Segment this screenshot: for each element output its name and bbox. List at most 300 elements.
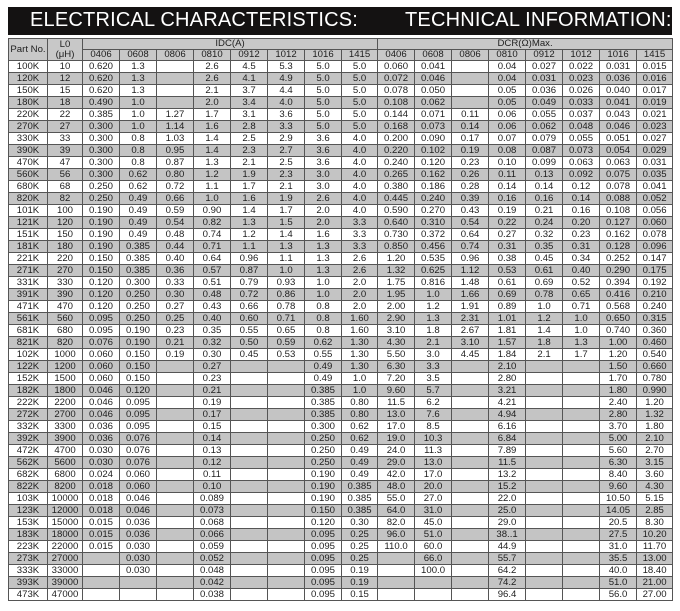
idc-cell-1012: 0.59 xyxy=(268,337,305,349)
table-row xyxy=(9,229,673,241)
idc-cell-0806 xyxy=(157,481,194,493)
inductance-cell: 22000 xyxy=(48,541,83,553)
idc-cell-0912: 1.3 xyxy=(231,217,268,229)
part-no-cell: 182K xyxy=(9,385,48,397)
dcr-cell-0406: 29.0 xyxy=(378,457,415,469)
idc-cell-1415: 2.0 xyxy=(342,289,378,301)
dcr-cell-0912: 0.031 xyxy=(526,73,563,85)
inductance-cell: 33000 xyxy=(48,565,83,577)
dcr-cell-0806 xyxy=(452,553,489,565)
inductance-cell: 12 xyxy=(48,73,83,85)
dcr-size-header-1415: 1415 xyxy=(637,50,673,61)
idc-cell-0608: 0.49 xyxy=(120,193,157,205)
dcr-cell-0608: 0.071 xyxy=(415,109,452,121)
idc-cell-0810: 0.042 xyxy=(194,577,231,589)
idc-cell-1415: 0.49 xyxy=(342,457,378,469)
dcr-cell-0608: 0.050 xyxy=(415,85,452,97)
inductance-cell: 6800 xyxy=(48,469,83,481)
dcr-cell-1012 xyxy=(563,505,600,517)
idc-cell-0806: 0.72 xyxy=(157,181,194,193)
dcr-cell-0806 xyxy=(452,385,489,397)
table-row xyxy=(9,529,673,541)
idc-cell-1415: 4.0 xyxy=(342,157,378,169)
inductance-cell: 5600 xyxy=(48,457,83,469)
inductance-cell: 47 xyxy=(48,157,83,169)
dcr-cell-1016: 0.040 xyxy=(600,85,637,97)
idc-cell-0406: 0.046 xyxy=(83,397,120,409)
dcr-cell-1016: 0.063 xyxy=(600,157,637,169)
dcr-cell-0406: 96.0 xyxy=(378,529,415,541)
idc-cell-1016: 0.095 xyxy=(305,577,342,589)
idc-cell-0810: 2.0 xyxy=(194,97,231,109)
inductance-cell: 82 xyxy=(48,193,83,205)
dcr-size-header-0912: 0912 xyxy=(526,50,563,61)
idc-cell-1016: 0.49 xyxy=(305,373,342,385)
dcr-cell-0912 xyxy=(526,385,563,397)
dcr-cell-0608: 0.535 xyxy=(415,253,452,265)
dcr-cell-0912: 2.1 xyxy=(526,349,563,361)
table-row xyxy=(9,385,673,397)
idc-cell-0810: 0.51 xyxy=(194,277,231,289)
idc-cell-0608: 0.150 xyxy=(120,373,157,385)
dcr-cell-0810: 0.06 xyxy=(489,121,526,133)
dcr-cell-1016: 0.036 xyxy=(600,73,637,85)
idc-cell-1415: 0.62 xyxy=(342,421,378,433)
dcr-cell-1415: 0.035 xyxy=(637,169,673,181)
idc-cell-0608: 0.49 xyxy=(120,229,157,241)
idc-cell-0406: 0.095 xyxy=(83,313,120,325)
inductance-cell: 15 xyxy=(48,85,83,97)
dcr-cell-0608: 0.062 xyxy=(415,97,452,109)
idc-cell-0806 xyxy=(157,493,194,505)
inductance-cell: 1200 xyxy=(48,361,83,373)
dcr-cell-0912 xyxy=(526,433,563,445)
idc-cell-0406: 0.250 xyxy=(83,181,120,193)
idc-cell-0810: 0.35 xyxy=(194,325,231,337)
idc-cell-0406: 0.015 xyxy=(83,517,120,529)
idc-cell-0810: 2.6 xyxy=(194,61,231,73)
idc-cell-1016: 5.0 xyxy=(305,73,342,85)
dcr-cell-1012: 0.073 xyxy=(563,145,600,157)
idc-cell-0406: 0.190 xyxy=(83,229,120,241)
dcr-cell-0912: 0.13 xyxy=(526,169,563,181)
table-row xyxy=(9,541,673,553)
idc-cell-0912: 3.1 xyxy=(231,109,268,121)
idc-cell-1016: 0.8 xyxy=(305,301,342,313)
part-no-cell: 391K xyxy=(9,289,48,301)
dcr-cell-0806 xyxy=(452,85,489,97)
idc-cell-0608: 0.076 xyxy=(120,457,157,469)
idc-cell-1012: 0.78 xyxy=(268,301,305,313)
idc-cell-1012 xyxy=(268,529,305,541)
idc-cell-0912 xyxy=(231,469,268,481)
dcr-cell-0608 xyxy=(415,589,452,601)
idc-cell-0608: 0.030 xyxy=(120,553,157,565)
part-no-cell: 820K xyxy=(9,193,48,205)
dcr-cell-0406 xyxy=(378,553,415,565)
dcr-cell-0912: 0.055 xyxy=(526,109,563,121)
dcr-cell-0406: 6.30 xyxy=(378,361,415,373)
dcr-cell-0912 xyxy=(526,529,563,541)
table-row xyxy=(9,85,673,97)
idc-cell-1415: 3.3 xyxy=(342,229,378,241)
table-row xyxy=(9,373,673,385)
dcr-size-header-1012: 1012 xyxy=(563,50,600,61)
part-no-cell: 102K xyxy=(9,349,48,361)
dcr-cell-0810: 0.14 xyxy=(489,181,526,193)
idc-cell-0810: 1.7 xyxy=(194,109,231,121)
dcr-cell-0810: 4.21 xyxy=(489,397,526,409)
idc-cell-0806: 0.59 xyxy=(157,205,194,217)
dcr-cell-1016: 20.5 xyxy=(600,517,637,529)
dcr-cell-0806: 2.67 xyxy=(452,325,489,337)
idc-cell-1012: 4.0 xyxy=(268,97,305,109)
table-row xyxy=(9,73,673,85)
table-row xyxy=(9,277,673,289)
idc-cell-0912 xyxy=(231,565,268,577)
dcr-cell-0806: 0.39 xyxy=(452,193,489,205)
idc-cell-1016: 5.0 xyxy=(305,97,342,109)
idc-group-header: IDC(A) xyxy=(83,39,378,50)
dcr-cell-0806: 0.96 xyxy=(452,253,489,265)
dcr-cell-0912 xyxy=(526,541,563,553)
idc-cell-1012 xyxy=(268,385,305,397)
dcr-cell-1012: 0.037 xyxy=(563,109,600,121)
idc-cell-1415: 2.6 xyxy=(342,265,378,277)
idc-cell-0406: 0.250 xyxy=(83,193,120,205)
dcr-cell-1012 xyxy=(563,517,600,529)
part-no-cell: 121K xyxy=(9,217,48,229)
dcr-cell-0810: 3.21 xyxy=(489,385,526,397)
dcr-cell-0810: 0.06 xyxy=(489,109,526,121)
idc-cell-1415: 5.0 xyxy=(342,73,378,85)
dcr-cell-0608: 1.0 xyxy=(415,289,452,301)
dcr-cell-0810: 0.19 xyxy=(489,205,526,217)
table-row xyxy=(9,289,673,301)
dcr-cell-0406: 0.200 xyxy=(378,133,415,145)
part-no-cell: 390K xyxy=(9,145,48,157)
idc-cell-0912: 0.45 xyxy=(231,349,268,361)
idc-cell-1012 xyxy=(268,565,305,577)
dcr-cell-1012 xyxy=(563,457,600,469)
idc-cell-0806: 0.23 xyxy=(157,325,194,337)
inductance-cell: 2200 xyxy=(48,397,83,409)
idc-cell-0608: 0.095 xyxy=(120,409,157,421)
idc-cell-1415: 0.25 xyxy=(342,541,378,553)
dcr-cell-0912 xyxy=(526,361,563,373)
table-row xyxy=(9,97,673,109)
dcr-cell-1016: 0.046 xyxy=(600,121,637,133)
idc-cell-1016: 3.0 xyxy=(305,181,342,193)
table-row xyxy=(9,493,673,505)
table-row xyxy=(9,121,673,133)
idc-cell-1016: 0.095 xyxy=(305,589,342,601)
dcr-cell-1415: 0.031 xyxy=(637,157,673,169)
idc-cell-1415: 0.385 xyxy=(342,505,378,517)
dcr-cell-1012: 0.048 xyxy=(563,121,600,133)
part-no-cell: 393K xyxy=(9,577,48,589)
idc-cell-0806 xyxy=(157,469,194,481)
dcr-cell-1016: 56.0 xyxy=(600,589,637,601)
dcr-cell-0810: 44.9 xyxy=(489,541,526,553)
table-row xyxy=(9,421,673,433)
idc-cell-1012: 1.9 xyxy=(268,193,305,205)
dcr-cell-1012 xyxy=(563,421,600,433)
dcr-cell-1012: 0.40 xyxy=(563,265,600,277)
dcr-cell-0608: 5.7 xyxy=(415,385,452,397)
idc-cell-0912 xyxy=(231,445,268,457)
idc-cell-0806 xyxy=(157,85,194,97)
dcr-cell-0912: 1.0 xyxy=(526,301,563,313)
idc-cell-1012: 2.3 xyxy=(268,169,305,181)
dcr-cell-1415: 1.80 xyxy=(637,421,673,433)
dcr-cell-0608: 0.456 xyxy=(415,241,452,253)
dcr-cell-0806 xyxy=(452,493,489,505)
dcr-cell-0608: 1.2 xyxy=(415,301,452,313)
idc-cell-1415: 2.6 xyxy=(342,253,378,265)
idc-cell-0810: 0.27 xyxy=(194,361,231,373)
title-bar xyxy=(8,7,672,35)
idc-cell-1016: 0.150 xyxy=(305,505,342,517)
idc-cell-1016: 0.190 xyxy=(305,469,342,481)
inductance-cell: 18000 xyxy=(48,529,83,541)
dcr-cell-1415: 2.10 xyxy=(637,433,673,445)
idc-cell-0912: 4.1 xyxy=(231,73,268,85)
idc-cell-0810: 0.74 xyxy=(194,229,231,241)
inductance-cell: 27000 xyxy=(48,553,83,565)
idc-cell-0912 xyxy=(231,421,268,433)
dcr-cell-0806 xyxy=(452,97,489,109)
dcr-cell-0912 xyxy=(526,457,563,469)
dcr-cell-1016: 0.088 xyxy=(600,193,637,205)
idc-size-header-0608: 0608 xyxy=(120,50,157,61)
dcr-cell-0806: 1.12 xyxy=(452,265,489,277)
idc-cell-1415: 0.49 xyxy=(342,469,378,481)
idc-cell-0810: 0.059 xyxy=(194,541,231,553)
dcr-cell-0608: 8.5 xyxy=(415,421,452,433)
idc-cell-0810: 0.11 xyxy=(194,469,231,481)
idc-cell-1415: 0.19 xyxy=(342,577,378,589)
dcr-cell-0806: 4.45 xyxy=(452,349,489,361)
dcr-cell-0806 xyxy=(452,565,489,577)
idc-cell-0810: 0.066 xyxy=(194,529,231,541)
idc-cell-0806: 0.54 xyxy=(157,217,194,229)
dcr-cell-0406: 0.445 xyxy=(378,193,415,205)
idc-cell-0806 xyxy=(157,73,194,85)
dcr-cell-0406: 1.75 xyxy=(378,277,415,289)
dcr-cell-0810: 0.05 xyxy=(489,85,526,97)
dcr-cell-1016: 0.128 xyxy=(600,241,637,253)
idc-cell-0806 xyxy=(157,409,194,421)
idc-cell-0608: 0.076 xyxy=(120,445,157,457)
dcr-cell-0806 xyxy=(452,445,489,457)
part-no-cell: 270K xyxy=(9,121,48,133)
idc-cell-1016: 3.6 xyxy=(305,145,342,157)
idc-cell-1016: 2.0 xyxy=(305,205,342,217)
dcr-cell-0608: 3.0 xyxy=(415,349,452,361)
idc-cell-1016: 0.385 xyxy=(305,385,342,397)
idc-cell-0608: 0.385 xyxy=(120,241,157,253)
idc-cell-1415: 5.0 xyxy=(342,97,378,109)
dcr-cell-0406: 1.20 xyxy=(378,253,415,265)
part-no-cell: 562K xyxy=(9,457,48,469)
dcr-cell-0608: 60.0 xyxy=(415,541,452,553)
inductance-cell: 15000 xyxy=(48,517,83,529)
idc-cell-0912 xyxy=(231,505,268,517)
idc-cell-1012: 2.5 xyxy=(268,157,305,169)
idc-cell-0912 xyxy=(231,481,268,493)
dcr-cell-0806 xyxy=(452,397,489,409)
idc-cell-1016: 1.3 xyxy=(305,253,342,265)
dcr-cell-0810: 1.57 xyxy=(489,337,526,349)
dcr-cell-0806 xyxy=(452,541,489,553)
dcr-cell-1415: 0.017 xyxy=(637,85,673,97)
idc-cell-0912: 0.79 xyxy=(231,277,268,289)
dcr-cell-0912 xyxy=(526,517,563,529)
part-no-cell: 473K xyxy=(9,589,48,601)
inductance-cell: 390 xyxy=(48,289,83,301)
idc-cell-0608: 1.3 xyxy=(120,61,157,73)
idc-cell-1016: 1.0 xyxy=(305,289,342,301)
dcr-cell-0912: 0.062 xyxy=(526,121,563,133)
idc-cell-0912 xyxy=(231,457,268,469)
table-row xyxy=(9,301,673,313)
idc-cell-1012 xyxy=(268,493,305,505)
idc-cell-0406: 0.300 xyxy=(83,121,120,133)
idc-cell-1415: 1.30 xyxy=(342,337,378,349)
idc-cell-1415: 4.0 xyxy=(342,205,378,217)
dcr-cell-1415: 21.00 xyxy=(637,577,673,589)
dcr-cell-1012: 0.65 xyxy=(563,289,600,301)
dcr-cell-1016: 0.031 xyxy=(600,61,637,73)
dcr-cell-0406: 82.0 xyxy=(378,517,415,529)
dcr-cell-1016: 9.60 xyxy=(600,481,637,493)
dcr-cell-1012: 1.7 xyxy=(563,349,600,361)
idc-cell-1415: 0.62 xyxy=(342,433,378,445)
idc-cell-0912: 0.66 xyxy=(231,301,268,313)
dcr-cell-0806 xyxy=(452,433,489,445)
dcr-cell-1016: 2.80 xyxy=(600,409,637,421)
dcr-cell-0806 xyxy=(452,469,489,481)
dcr-cell-0810: 0.31 xyxy=(489,241,526,253)
dcr-cell-0608: 45.0 xyxy=(415,517,452,529)
idc-cell-0806 xyxy=(157,385,194,397)
idc-cell-1016: 0.8 xyxy=(305,313,342,325)
idc-cell-0810: 0.82 xyxy=(194,217,231,229)
dcr-cell-1012: 0.52 xyxy=(563,277,600,289)
dcr-cell-0406: 13.0 xyxy=(378,409,415,421)
dcr-cell-0806 xyxy=(452,505,489,517)
idc-cell-0810: 0.13 xyxy=(194,445,231,457)
dcr-cell-1016: 27.5 xyxy=(600,529,637,541)
idc-cell-1016: 0.250 xyxy=(305,433,342,445)
idc-cell-0406: 0.150 xyxy=(83,253,120,265)
idc-cell-0806: 0.40 xyxy=(157,253,194,265)
dcr-cell-0810: 6.84 xyxy=(489,433,526,445)
dcr-cell-1012 xyxy=(563,373,600,385)
table-row xyxy=(9,313,673,325)
idc-cell-0806: 0.44 xyxy=(157,241,194,253)
dcr-cell-0608: 27.0 xyxy=(415,493,452,505)
table-row xyxy=(9,577,673,589)
dcr-size-header-0806: 0806 xyxy=(452,50,489,61)
inductance-cell: 10000 xyxy=(48,493,83,505)
dcr-cell-0810: 2.10 xyxy=(489,361,526,373)
part-no-cell: 472K xyxy=(9,445,48,457)
dcr-cell-0608 xyxy=(415,577,452,589)
idc-cell-0608: 0.62 xyxy=(120,169,157,181)
idc-cell-0406: 0.076 xyxy=(83,337,120,349)
idc-cell-1012 xyxy=(268,589,305,601)
idc-cell-0806 xyxy=(157,433,194,445)
idc-cell-1415: 1.0 xyxy=(342,385,378,397)
idc-cell-1016: 0.190 xyxy=(305,493,342,505)
idc-cell-1016: 0.300 xyxy=(305,421,342,433)
dcr-cell-0806: 0.43 xyxy=(452,205,489,217)
dcr-cell-0608: 17.0 xyxy=(415,469,452,481)
idc-cell-1016: 0.095 xyxy=(305,565,342,577)
dcr-cell-0810: 15.2 xyxy=(489,481,526,493)
dcr-cell-0608: 0.625 xyxy=(415,265,452,277)
dcr-cell-1415: 2.70 xyxy=(637,445,673,457)
idc-cell-0912 xyxy=(231,397,268,409)
dcr-cell-1012: 0.34 xyxy=(563,253,600,265)
idc-cell-1012: 0.53 xyxy=(268,349,305,361)
dcr-cell-0406: 2.00 xyxy=(378,301,415,313)
dcr-cell-0806: 0.28 xyxy=(452,181,489,193)
dcr-cell-0912: 0.78 xyxy=(526,289,563,301)
idc-cell-1016: 5.0 xyxy=(305,85,342,97)
dcr-cell-1016: 8.40 xyxy=(600,469,637,481)
dcr-cell-0806 xyxy=(452,361,489,373)
inductance-cell: 4700 xyxy=(48,445,83,457)
idc-cell-0608: 0.036 xyxy=(120,517,157,529)
dcr-cell-1016: 5.60 xyxy=(600,445,637,457)
idc-cell-0810: 1.2 xyxy=(194,169,231,181)
dcr-cell-0806 xyxy=(452,481,489,493)
dcr-cell-0810: 1.01 xyxy=(489,313,526,325)
dcr-cell-1415: 0.660 xyxy=(637,361,673,373)
idc-cell-0608: 0.120 xyxy=(120,385,157,397)
dcr-cell-0912: 0.036 xyxy=(526,85,563,97)
dcr-cell-1012: 0.16 xyxy=(563,205,600,217)
dcr-cell-0608: 1.3 xyxy=(415,313,452,325)
idc-cell-0406: 0.018 xyxy=(83,505,120,517)
idc-cell-1012: 0.65 xyxy=(268,325,305,337)
dcr-cell-0810: 1.84 xyxy=(489,349,526,361)
dcr-cell-0406: 1.95 xyxy=(378,289,415,301)
dcr-cell-1012 xyxy=(563,541,600,553)
idc-cell-1012 xyxy=(268,421,305,433)
dcr-cell-0912 xyxy=(526,373,563,385)
inductance-cell: 560 xyxy=(48,313,83,325)
dcr-cell-1415: 0.460 xyxy=(637,337,673,349)
part-no-cell: 272K xyxy=(9,409,48,421)
dcr-cell-0406: 0.380 xyxy=(378,181,415,193)
table-row xyxy=(9,181,673,193)
dcr-cell-0912 xyxy=(526,565,563,577)
inductance-cell: 8200 xyxy=(48,481,83,493)
dcr-cell-0608: 0.162 xyxy=(415,169,452,181)
idc-cell-1415: 0.49 xyxy=(342,445,378,457)
dcr-cell-0406: 0.220 xyxy=(378,145,415,157)
idc-size-header-0810: 0810 xyxy=(194,50,231,61)
idc-cell-1016: 0.49 xyxy=(305,361,342,373)
dcr-cell-1012 xyxy=(563,397,600,409)
idc-cell-1415: 0.15 xyxy=(342,589,378,601)
inductance-cell: 1000 xyxy=(48,349,83,361)
dcr-cell-1012: 0.023 xyxy=(563,73,600,85)
